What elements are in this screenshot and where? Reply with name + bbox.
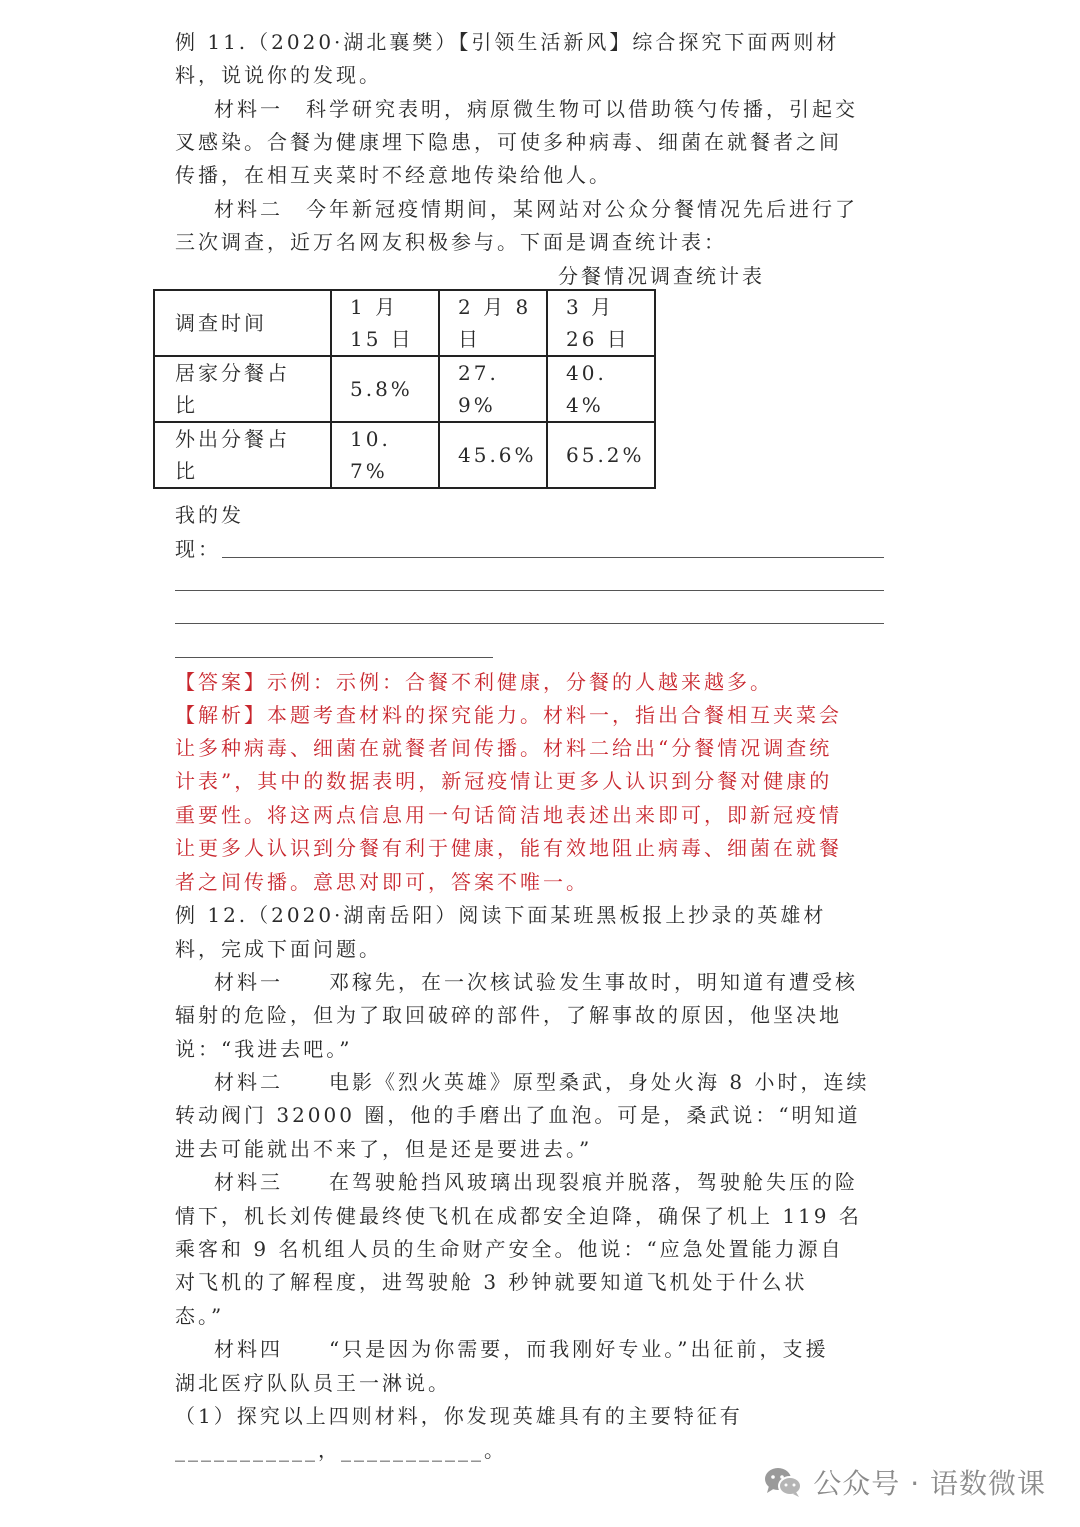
ex12-material-3-line-3: 乘客和 9 名机组人员的生命财产安全。他说：“应急处置能力源自 — [175, 1237, 844, 1261]
table-cell — [154, 356, 331, 422]
answer-blank-line-1 — [222, 557, 884, 558]
table-row — [154, 290, 655, 356]
table-header-cell — [547, 290, 655, 356]
table-cell-text: 日 — [458, 327, 481, 351]
table-cell-text: 15 日 — [350, 327, 414, 351]
table-cell-text: 40. — [566, 361, 607, 385]
answer-blank-line-2 — [175, 590, 884, 591]
ex12-material-2-line-3: 进去可能就出不来了，但是还是要进去。” — [175, 1137, 593, 1161]
ex11-title-line-2: 料，说说你的发现。 — [175, 63, 382, 87]
table-cell-text: 居家分餐占 — [175, 361, 290, 385]
ex12-material-3-line-1: 材料三 在驾驶舱挡风玻璃出现裂痕并脱落，驾驶舱失压的险 — [214, 1170, 858, 1194]
table-cell: 5.8% — [331, 356, 439, 422]
table-cell-text: 3 月 — [566, 295, 615, 319]
ex11-material-2-line-2: 三次调查，近万名网友积极参与。下面是调查统计表： — [175, 230, 727, 254]
table-cell-text: 10. — [350, 427, 391, 451]
watermark — [763, 1460, 1046, 1504]
analysis-line-2: 让多种病毒、细菌在就餐者间传播。材料二给出“分餐情况调查统 — [175, 736, 833, 760]
ex12-material-1-line-3: 说：“我进去吧。” — [175, 1037, 353, 1061]
ex12-material-3-line-2: 情下，机长刘传健最终使飞机在成都安全迫降，确保了机上 119 名 — [175, 1204, 862, 1228]
table-row — [154, 422, 655, 488]
analysis-line-4: 重要性。将这两点信息用一句话简洁地表述出来即可，即新冠疫情 — [175, 803, 842, 827]
table-cell-text: 1 月 — [350, 295, 399, 319]
table-cell-text: 26 日 — [566, 327, 630, 351]
ex12-material-1-line-2: 辐射的危险，但为了取回破碎的部件，了解事故的原因，他坚决地 — [175, 1003, 842, 1027]
table-header-cell: 调查时间 — [154, 290, 331, 356]
table-cell: 45.6% — [439, 422, 547, 488]
ex11-material-1-line-3: 传播，在相互夹菜时不经意地传染给他人。 — [175, 163, 612, 187]
table-cell — [547, 356, 655, 422]
survey-table — [153, 289, 656, 489]
table-cell-text: 2 月 8 — [458, 295, 532, 319]
analysis-line-3: 计表”，其中的数据表明，新冠疫情让更多人认识到分餐对健康的 — [175, 769, 833, 793]
table-cell-text: 9% — [458, 393, 496, 417]
table-header-cell — [331, 290, 439, 356]
table-cell — [154, 422, 331, 488]
table-row — [154, 356, 655, 422]
ex12-material-1-line-1: 材料一 邓稼先，在一次核试验发生事故时，明知道有遭受核 — [214, 970, 858, 994]
finding-label-line-1: 我的发 — [175, 503, 244, 527]
ex11-material-1-line-2: 叉感染。合餐为健康埋下隐患，可使多种病毒、细菌在就餐者之间 — [175, 130, 842, 154]
ex12-material-4-line-2: 湖北医疗队队员王一淋说。 — [175, 1371, 451, 1395]
table-cell — [331, 422, 439, 488]
finding-label-line-2: 现： — [175, 537, 221, 561]
table-cell-text: 4% — [566, 393, 604, 417]
ex12-title-line-2: 料，完成下面问题。 — [175, 937, 382, 961]
watermark-text: 公众号 · 语数微课 — [813, 1467, 1046, 1500]
analysis-line-5: 让更多人认识到分餐有利于健康，能有效地阻止病毒、细菌在就餐 — [175, 836, 842, 860]
ex12-material-2-line-2: 转动阀门 32000 圈，他的手磨出了血泡。可是，桑武说：“明知道 — [175, 1103, 861, 1127]
analysis-line-6: 者之间传播。意思对即可，答案不唯一。 — [175, 870, 589, 894]
table-cell-text: 比 — [175, 393, 198, 417]
analysis-line-1: 【解析】本题考查材料的探究能力。材料一，指出合餐相互夹菜会 — [175, 703, 842, 727]
table-cell: 65.2% — [547, 422, 655, 488]
table-header-cell — [439, 290, 547, 356]
answer-blank-line-3 — [175, 623, 884, 624]
answer-line: 【答案】示例：示例：合餐不利健康，分餐的人越来越多。 — [175, 670, 773, 694]
ex12-material-2-line-1: 材料二 电影《烈火英雄》原型桑武，身处火海 8 小时，连续 — [214, 1070, 870, 1094]
ex12-title-line-1: 例 12.（2020·湖南岳阳）阅读下面某班黑板报上抄录的英雄材 — [175, 903, 827, 927]
table-cell — [439, 356, 547, 422]
table-cell-text: 7% — [350, 459, 388, 483]
ex12-question-1-line-1: （1）探究以上四则材料，你发现英雄具有的主要特征有 — [175, 1404, 743, 1428]
table-cell-text: 外出分餐占 — [175, 427, 290, 451]
ex11-material-1-line-1: 材料一 科学研究表明，病原微生物可以借助筷勺传播，引起交 — [214, 97, 858, 121]
wechat-icon — [763, 1465, 803, 1499]
ex12-question-1-line-2: ___________，___________。 — [175, 1438, 507, 1462]
ex12-material-3-line-5: 态。” — [175, 1304, 225, 1328]
answer-blank-line-4 — [175, 657, 493, 658]
ex12-material-4-line-1: 材料四 “只是因为你需要，而我刚好专业。”出征前，支援 — [214, 1337, 829, 1361]
ex11-material-2-line-1: 材料二 今年新冠疫情期间，某网站对公众分餐情况先后进行了 — [214, 197, 858, 221]
table-cell-text: 比 — [175, 459, 198, 483]
table-title: 分餐情况调查统计表 — [558, 264, 765, 288]
table-cell-text: 27. — [458, 361, 499, 385]
ex12-material-3-line-4: 对飞机的了解程度，进驾驶舱 3 秒钟就要知道飞机处于什么状 — [175, 1270, 808, 1294]
ex11-title-line-1: 例 11.（2020·湖北襄樊）【引领生活新风】综合探究下面两则材 — [175, 30, 840, 54]
